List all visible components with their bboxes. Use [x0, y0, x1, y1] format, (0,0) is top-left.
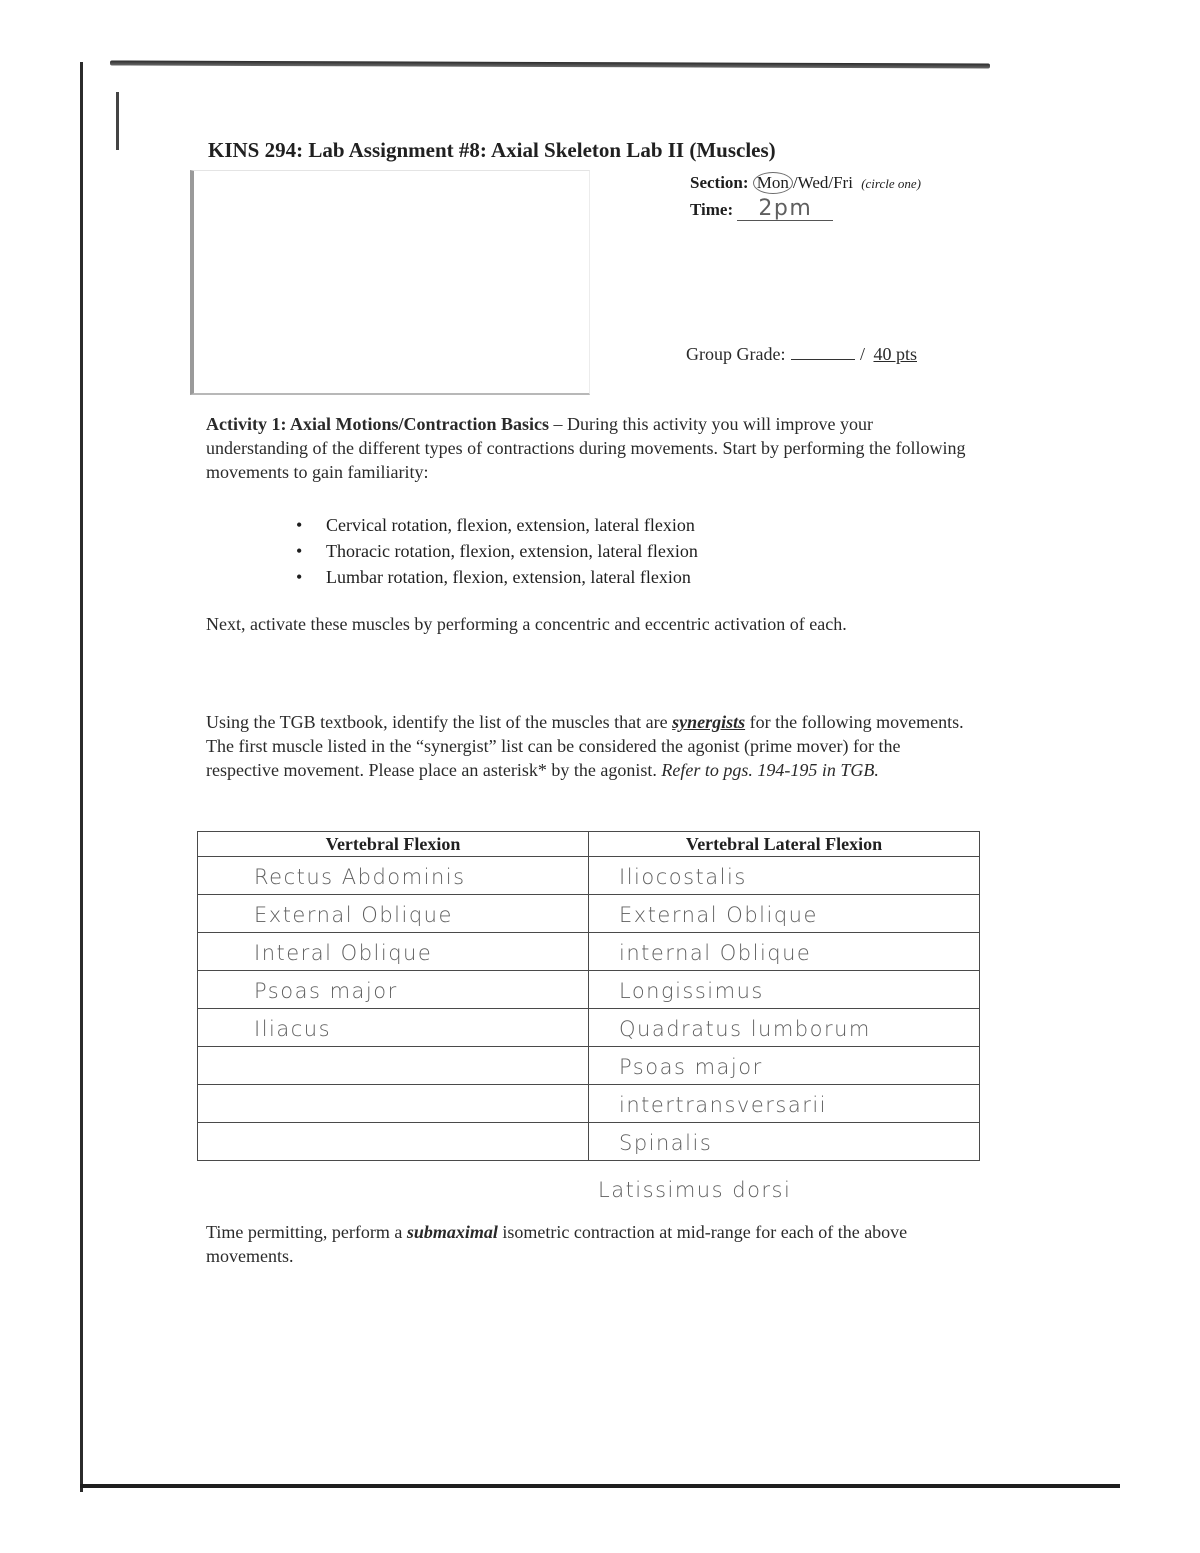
table-cell — [589, 895, 980, 933]
table-row — [198, 1123, 980, 1161]
instruction-text: Using the TGB textbook, identify the list of the muscles that are — [206, 712, 673, 732]
table-cell — [198, 1123, 589, 1161]
table-row — [198, 857, 980, 895]
table-cell — [589, 1123, 980, 1161]
lateral-entry: Quadratus lumborum — [619, 1017, 871, 1041]
scan-left-edge — [80, 62, 83, 1492]
table-cell — [589, 971, 980, 1009]
column-header-vertebral-lateral-flexion: Vertebral Lateral Flexion — [589, 832, 980, 857]
section-options: /Wed/Fri — [792, 173, 853, 192]
lateral-entry: Iliocostalis — [619, 865, 747, 889]
table-cell — [589, 1009, 980, 1047]
table-cell — [198, 971, 589, 1009]
table-row — [198, 1009, 980, 1047]
lateral-entry: Psoas major — [619, 1055, 763, 1079]
section-selected: Mon — [753, 172, 793, 194]
closing-instruction — [206, 1220, 976, 1268]
name-box — [190, 170, 590, 395]
flexion-entry: External Oblique — [254, 903, 453, 927]
section-label: Section: — [690, 173, 749, 192]
table-row — [198, 895, 980, 933]
grade-label: Group Grade: — [686, 344, 786, 364]
table-cell — [589, 1085, 980, 1123]
synergists-term: synergists — [672, 712, 746, 732]
flexion-entry — [198, 1047, 588, 1084]
activity-intro — [206, 412, 976, 484]
closing-text: isometric contraction at mid-range for each of the above movements. — [206, 1222, 908, 1266]
synergist-table — [197, 831, 980, 1161]
scan-bottom-edge — [80, 1484, 1120, 1488]
table-cell — [589, 857, 980, 895]
synergist-instruction — [206, 710, 976, 782]
table-cell — [589, 933, 980, 971]
table-cell — [198, 857, 589, 895]
table-cell — [198, 1009, 589, 1047]
table-cell — [198, 895, 589, 933]
table-row — [198, 933, 980, 971]
closing-text: Time permitting, perform a — [206, 1222, 407, 1242]
section-field — [690, 172, 921, 194]
extra-lateral-entry: Latissimus dorsi — [598, 1178, 792, 1202]
grade-blank — [791, 359, 855, 360]
flexion-entry: Iliacus — [254, 1017, 332, 1041]
table-row — [198, 971, 980, 1009]
scan-top-edge — [110, 60, 990, 68]
page-title: KINS 294: Lab Assignment #8: Axial Skeleton Lab II (Muscles) — [208, 138, 776, 162]
movement-list — [296, 512, 698, 590]
time-field — [690, 198, 833, 221]
time-value: 2pm — [737, 198, 833, 221]
page-reference: Refer to pgs. 194-195 in TGB. — [661, 760, 879, 780]
time-label: Time: — [690, 200, 734, 219]
lateral-entry: Spinalis — [619, 1131, 713, 1155]
lateral-entry: intertransversarii — [619, 1093, 828, 1117]
grade-slash: / — [859, 344, 865, 364]
activity-intro-text: – During this activity you will improve your understanding of the different types of contractions during movements. Start by performing the following movements to gain familiarity: — [206, 414, 966, 482]
table-row — [198, 1047, 980, 1085]
activity-heading: Activity 1: Axial Motions/Contraction Basics — [206, 414, 549, 434]
flexion-entry — [198, 1085, 588, 1122]
list-item: • Lumbar rotation, flexion, extension, lateral flexion — [296, 564, 698, 590]
flexion-entry: Psoas major — [254, 979, 398, 1003]
lateral-entry: External Oblique — [619, 903, 818, 927]
table-row — [198, 1085, 980, 1123]
lateral-entry: internal Oblique — [619, 941, 812, 965]
flexion-entry — [198, 1123, 588, 1160]
list-item: • Cervical rotation, flexion, extension, lateral flexion — [296, 512, 698, 538]
submaximal-term: submaximal — [406, 1222, 498, 1242]
table-cell — [198, 933, 589, 971]
lateral-entry: Longissimus — [619, 979, 764, 1003]
instruction-text: for the following movements. The first muscle listed in the “synergist” list can be considered the agonist (prime mover) for the respective movement. Please place an asterisk* by the agonist. — [206, 712, 964, 780]
section-hint: (circle one) — [861, 176, 921, 191]
flexion-entry: Rectus Abdominis — [254, 865, 466, 889]
scan-mark — [116, 92, 119, 150]
flexion-entry: Interal Oblique — [254, 941, 433, 965]
grade-total: 40 pts — [873, 344, 917, 364]
table-cell — [198, 1047, 589, 1085]
table-cell — [198, 1085, 589, 1123]
group-grade — [686, 344, 917, 365]
table-cell — [589, 1047, 980, 1085]
list-item: • Thoracic rotation, flexion, extension, lateral flexion — [296, 538, 698, 564]
activation-instruction: Next, activate these muscles by performing a concentric and eccentric activation of each. — [206, 614, 847, 634]
column-header-vertebral-flexion: Vertebral Flexion — [198, 832, 589, 857]
